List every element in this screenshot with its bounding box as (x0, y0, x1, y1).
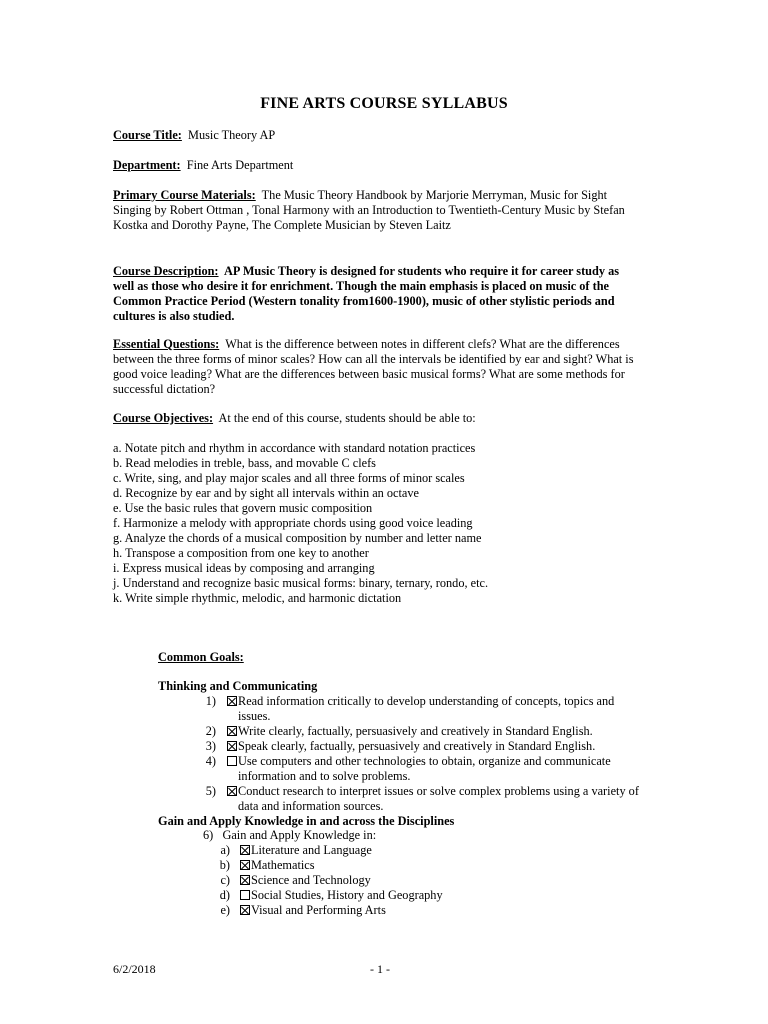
objective-item: g. Analyze the chords of a musical composition by number and letter name (113, 531, 482, 545)
essential-line: successful dictation? (113, 382, 216, 396)
department-label: Department: (113, 158, 181, 172)
essential-line: between the three forms of minor scales? How can all the intervals be identified by ear and sight? What is (113, 352, 634, 366)
objective-item: c. Write, sing, and play major scales and all three forms of minor scales (113, 471, 465, 485)
knowledge-intro: 6) Gain and Apply Knowledge in: (203, 828, 377, 842)
essential-questions-label: Essential Questions: (113, 337, 220, 351)
materials-line: Kostka and Dorothy Payne, The Complete Musician by Steven Laitz (113, 218, 451, 232)
item-text: Science and Technology (251, 873, 371, 887)
item-text: Speak clearly, factually, persuasively and creatively in Standard English. (238, 739, 596, 753)
item-letter: e) (220, 903, 230, 917)
knowledge-item-c (216, 873, 371, 888)
item-text: Mathematics (251, 858, 315, 872)
description-line: Common Practice Period (Western tonality from1600-1900), music of other stylistic periods and (113, 294, 615, 308)
essential-questions-section (113, 337, 653, 397)
thinking-item-1 (200, 694, 614, 724)
description-label: Course Description: (113, 264, 219, 278)
course-title-row (113, 128, 653, 143)
item-letter: a) (220, 843, 230, 857)
item-text: issues. (238, 709, 271, 723)
checkbox-unchecked-icon[interactable] (240, 890, 250, 900)
materials-label: Primary Course Materials: (113, 188, 256, 202)
footer-date: 6/2/2018 (113, 962, 156, 976)
objective-item: b. Read melodies in treble, bass, and movable C clefs (113, 456, 376, 470)
course-title-value: Music Theory AP (188, 128, 276, 142)
item-number: 1) (205, 694, 216, 708)
item-number: 4) (205, 754, 216, 768)
description-line: well as those who desire it for enrichment. Though the main emphasis is placed on music of the (113, 279, 609, 293)
objectives-list (113, 441, 653, 606)
page-title: FINE ARTS COURSE SYLLABUS (260, 95, 508, 112)
item-text: Read information critically to develop understanding of concepts, topics and (238, 694, 615, 708)
course-title-label: Course Title: (113, 128, 182, 142)
objectives-header (113, 411, 653, 426)
checkbox-checked-icon[interactable] (227, 786, 237, 796)
item-letter: d) (219, 888, 230, 902)
item-text: information and to solve problems. (238, 769, 411, 783)
essential-line: What is the difference between notes in different clefs? What are the differences (225, 337, 620, 351)
thinking-item-2 (200, 724, 593, 739)
checkbox-checked-icon[interactable] (240, 875, 250, 885)
common-goals-label: Common Goals: (158, 650, 244, 664)
item-text: Conduct research to interpret issues or solve complex problems using a variety of (238, 784, 639, 798)
objectives-label: Course Objectives: (113, 411, 214, 425)
item-text: Write clearly, factually, persuasively and creatively in Standard English. (238, 724, 593, 738)
knowledge-item-e (216, 903, 386, 918)
objective-item: d. Recognize by ear and by sight all intervals within an octave (113, 486, 419, 500)
checkbox-checked-icon[interactable] (240, 860, 250, 870)
description-line: AP Music Theory is designed for students who require it for career study as (224, 264, 620, 278)
department-row (113, 158, 653, 173)
thinking-heading: Thinking and Communicating (158, 679, 318, 693)
item-number: 3) (205, 739, 216, 753)
checkbox-unchecked-icon[interactable] (227, 756, 237, 766)
item-text: data and information sources. (238, 799, 384, 813)
objective-item: h. Transpose a composition from one key to another (113, 546, 369, 560)
objective-item: j. Understand and recognize basic musical forms: binary, ternary, rondo, etc. (113, 576, 489, 590)
knowledge-item-a (216, 843, 372, 858)
thinking-item-3 (200, 739, 595, 754)
materials-line: Singing by Robert Ottman , Tonal Harmony with an Introduction to Twentieth-Century Music by Stefan (113, 203, 625, 217)
description-line: cultures is also studied. (113, 309, 235, 323)
item-text: Literature and Language (251, 843, 372, 857)
item-text: Use computers and other technologies to obtain, organize and communicate (238, 754, 611, 768)
footer-page-number: - 1 - (370, 962, 390, 976)
common-goals-heading (158, 650, 698, 665)
item-text: Social Studies, History and Geography (251, 888, 443, 902)
thinking-item-5 (200, 784, 639, 814)
item-letter: b) (219, 858, 230, 872)
objective-item: i. Express musical ideas by composing and arranging (113, 561, 375, 575)
item-letter: c) (220, 873, 230, 887)
knowledge-heading: Gain and Apply Knowledge in and across the Disciplines (158, 814, 455, 828)
materials-line: The Music Theory Handbook by Marjorie Merryman, Music for Sight (261, 188, 608, 202)
essential-line: good voice leading? What are the differences between basic musical forms? What are some methods for (113, 367, 625, 381)
department-value: Fine Arts Department (186, 158, 294, 172)
item-number: 5) (205, 784, 216, 798)
objective-item: e. Use the basic rules that govern music composition (113, 501, 373, 515)
checkbox-checked-icon[interactable] (227, 696, 237, 706)
description-section (113, 264, 653, 324)
knowledge-item-b (216, 858, 315, 873)
item-number: 2) (205, 724, 216, 738)
checkbox-checked-icon[interactable] (240, 905, 250, 915)
checkbox-checked-icon[interactable] (227, 726, 237, 736)
objective-item: k. Write simple rhythmic, melodic, and harmonic dictation (113, 591, 402, 605)
knowledge-item-d (216, 888, 443, 903)
objective-item: f. Harmonize a melody with appropriate chords using good voice leading (113, 516, 473, 530)
checkbox-checked-icon[interactable] (227, 741, 237, 751)
checkbox-checked-icon[interactable] (240, 845, 250, 855)
objective-item: a. Notate pitch and rhythm in accordance with standard notation practices (113, 441, 476, 455)
thinking-item-4 (200, 754, 611, 784)
item-text: Visual and Performing Arts (251, 903, 386, 917)
materials-section (113, 188, 653, 233)
objectives-intro: At the end of this course, students should be able to: (218, 411, 476, 425)
